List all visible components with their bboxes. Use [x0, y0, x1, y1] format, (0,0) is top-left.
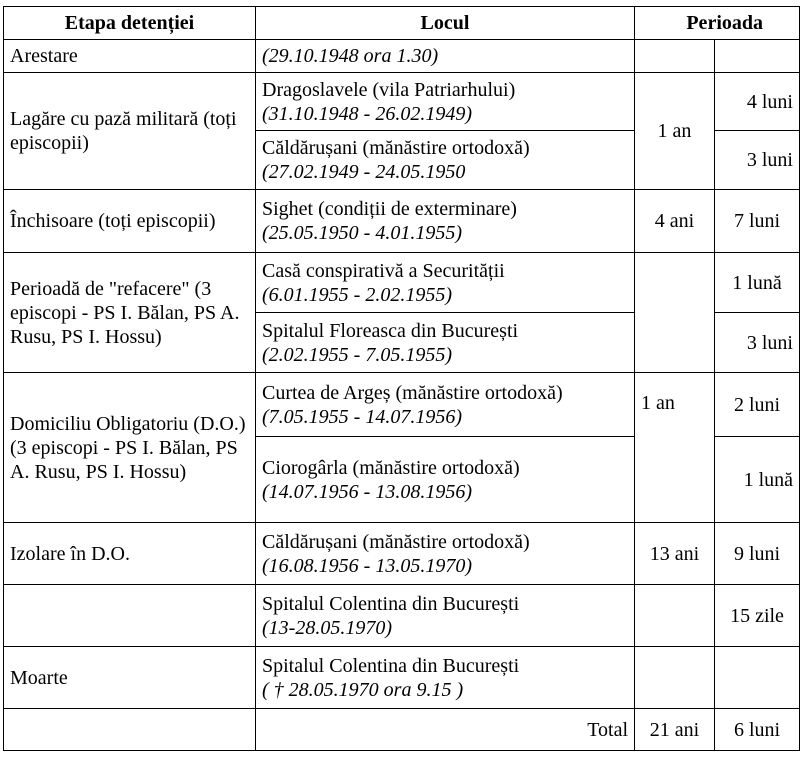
years-cell: [635, 253, 715, 373]
years-cell: [635, 585, 715, 647]
stage-cell: [4, 190, 256, 253]
place-name: Spitalul Colentina din București: [262, 592, 520, 615]
place-name: Spitalul Floreasca din București: [262, 319, 519, 342]
total-months: 6 luni: [715, 709, 800, 751]
stage-cell: [4, 523, 256, 585]
dates-text: (14.07.1956 - 13.08.1956): [262, 480, 472, 503]
years-cell: 4 ani: [635, 190, 715, 253]
years-cell: 13 ani: [635, 523, 715, 585]
dates-text: (2.02.1955 - 7.05.1955): [262, 343, 452, 366]
place-cell: [256, 40, 635, 73]
table-row: [4, 373, 800, 437]
stage-text: Domiciliu Obligatoriu (D.O.) (3 episcopi - PS I. Bălan, PS A. Rusu, PS I. Hossu): [10, 412, 246, 483]
stage-cell: [4, 253, 256, 373]
years-cell: [635, 40, 715, 73]
months-cell: 3 luni: [715, 313, 800, 373]
stage-cell: [4, 709, 256, 751]
months-cell: 7 luni: [715, 190, 800, 253]
place-cell: [256, 647, 635, 709]
table-row: [4, 523, 800, 585]
place-cell: [256, 523, 635, 585]
table-row: [4, 40, 800, 73]
months-cell: 4 luni: [715, 73, 800, 131]
total-label: Total: [256, 709, 635, 751]
years-cell: [635, 647, 715, 709]
stage-cell: [4, 40, 256, 73]
place-cell: [256, 131, 635, 190]
months-cell: 9 luni: [715, 523, 800, 585]
header-stage: Etapa detenției: [4, 7, 256, 40]
stage-cell: [4, 373, 256, 523]
stage-text: Moarte: [10, 666, 68, 689]
place-cell: [256, 313, 635, 373]
table-row: [4, 585, 800, 647]
place-cell: [256, 585, 635, 647]
header-place: Locul: [256, 7, 635, 40]
place-name: Sighet (condiții de exterminare): [262, 198, 517, 220]
dates-text: (27.02.1949 - 24.05.1950: [262, 161, 466, 183]
header-period: Perioada: [635, 7, 800, 40]
stage-text: Perioadă de "refacere" (3 episcopi - PS I. Bălan, PS A. Rusu, PS I. Hossu): [10, 277, 240, 348]
dates-text: (31.10.1948 - 26.02.1949): [262, 102, 472, 125]
months-cell: 2 luni: [715, 373, 800, 437]
stage-cell: [4, 73, 256, 190]
place-name: Dragoslavele (vila Patriarhului): [262, 78, 516, 101]
dates-text: (29.10.1948 ora 1.30): [262, 45, 439, 67]
months-cell: 1 lună: [715, 437, 800, 523]
dates-text: (16.08.1956 - 13.05.1970): [262, 554, 472, 577]
table-row: [4, 73, 800, 131]
place-cell: [256, 373, 635, 437]
detention-table: [3, 6, 800, 751]
stage-text: Izolare în D.O.: [10, 542, 130, 565]
years-cell: 1 an: [635, 373, 715, 523]
dates-text: ( † 28.05.1970 ora 9.15 ): [262, 678, 464, 701]
dates-text: (13-28.05.1970): [262, 616, 392, 639]
total-years: 21 ani: [635, 709, 715, 751]
months-cell: [715, 647, 800, 709]
dates-text: (7.05.1955 - 14.07.1956): [262, 405, 462, 428]
header-row: [4, 7, 800, 40]
stage-cell: [4, 585, 256, 647]
stage-text: Închisoare (toți episcopii): [10, 210, 216, 232]
months-cell: 1 lună: [715, 253, 800, 313]
place-name: Căldărușani (mănăstire ortodoxă): [262, 530, 530, 553]
place-cell: [256, 437, 635, 523]
months-cell: 3 luni: [715, 131, 800, 190]
table-row: [4, 647, 800, 709]
place-name: Casă conspirativă a Securității: [262, 259, 505, 282]
table-row: [4, 190, 800, 253]
total-row: [4, 709, 800, 751]
stage-text: Arestare: [10, 45, 78, 67]
place-cell: [256, 253, 635, 313]
months-cell: [715, 40, 800, 73]
months-cell: 15 zile: [715, 585, 800, 647]
stage-text: Lagăre cu pază militară (toți episcopii): [10, 108, 237, 154]
table-row: [4, 253, 800, 313]
place-name: Curtea de Argeș (mănăstire ortodoxă): [262, 381, 563, 404]
place-name: Ciorogârla (mănăstire ortodoxă): [262, 456, 520, 479]
dates-text: (6.01.1955 - 2.02.1955): [262, 283, 452, 306]
place-name: Spitalul Colentina din București: [262, 654, 520, 677]
place-cell: [256, 190, 635, 253]
stage-cell: [4, 647, 256, 709]
place-name: Căldărușani (mănăstire ortodoxă): [262, 137, 530, 159]
years-cell: 1 an: [635, 73, 715, 190]
dates-text: (25.05.1950 - 4.01.1955): [262, 222, 462, 244]
place-cell: [256, 73, 635, 131]
